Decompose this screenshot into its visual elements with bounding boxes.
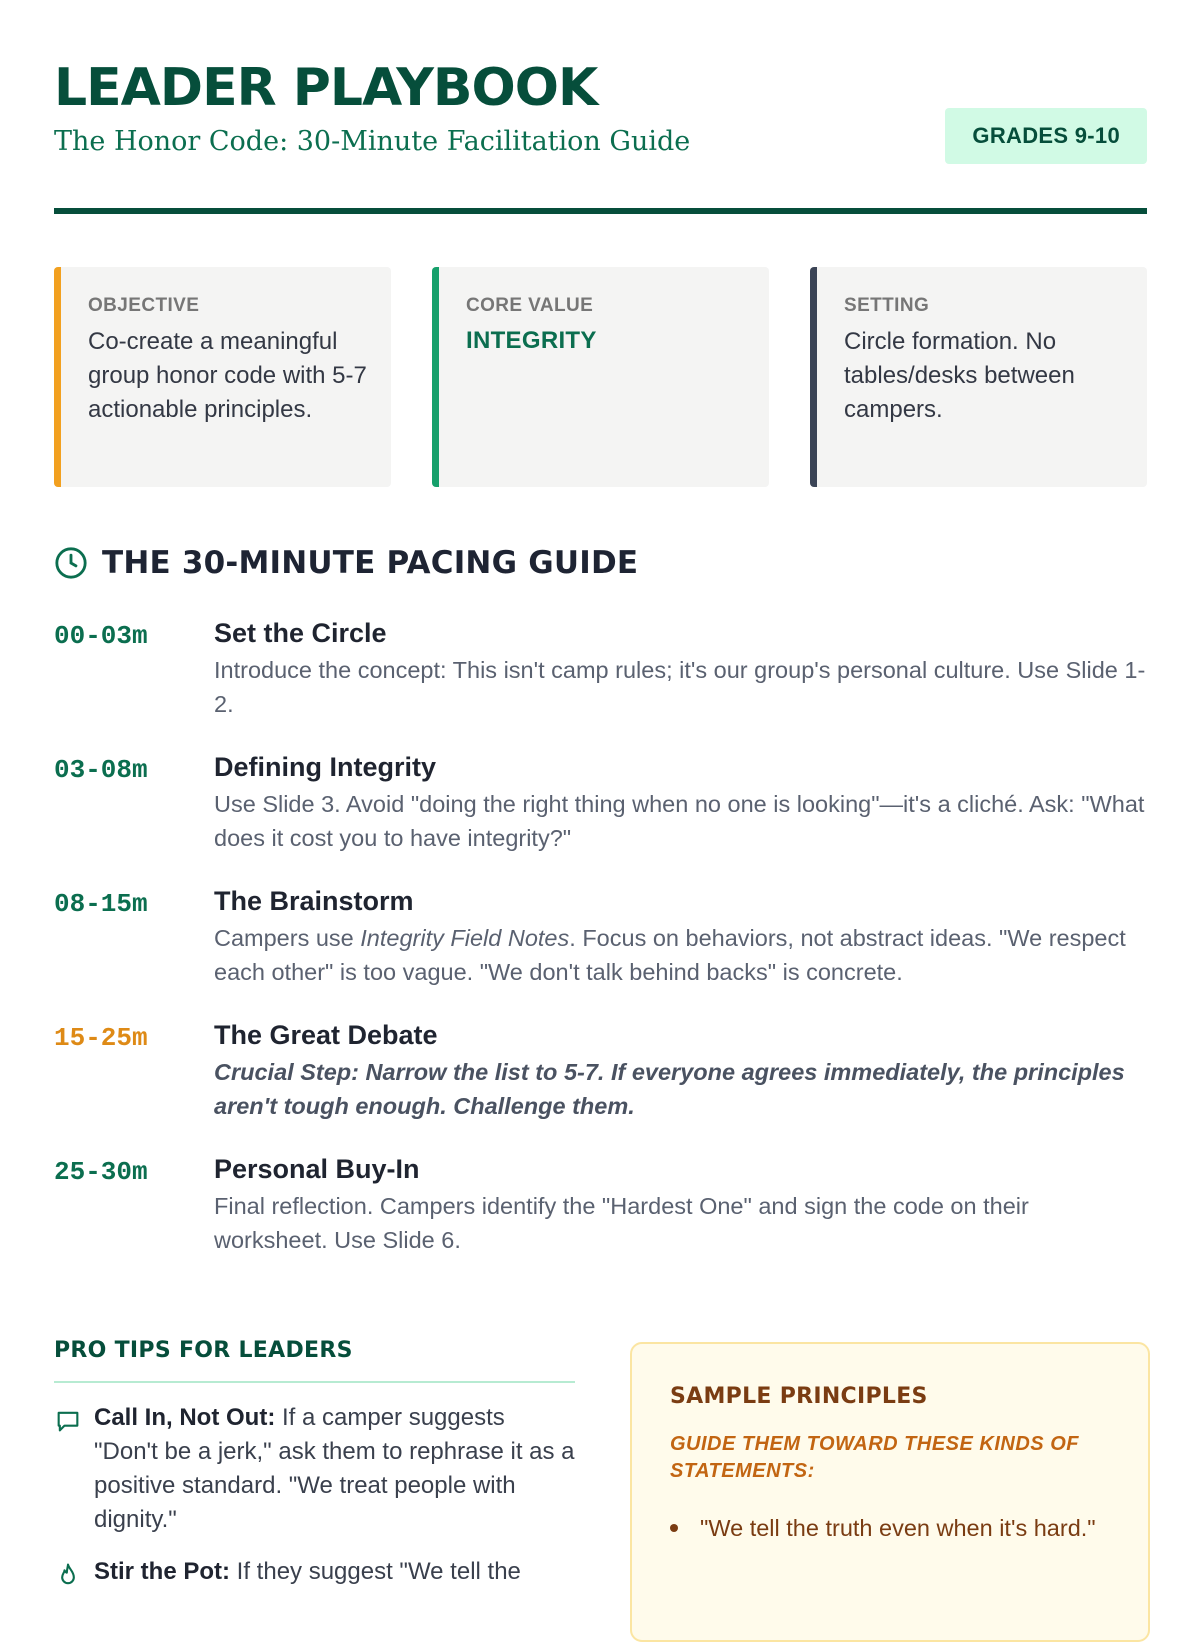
sample-principles-list [670, 1511, 1110, 1545]
objective-card [54, 267, 391, 487]
tip-text: Call In, Not Out: If a camper suggests "Don't be a jerk," ask them to rephrase it as a positive standard. "We treat people with dignity." [94, 1404, 575, 1533]
step-description: Use Slide 3. Avoid "doing the right thing when no one is looking"—it's a cliché. Ask: "What does it cost you to have integrity?" [214, 791, 1145, 851]
clock-icon [54, 546, 88, 580]
page-subtitle: The Honor Code: 30-Minute Facilitation Guide [54, 126, 691, 157]
time-range: 03-08m [54, 755, 148, 785]
page-title: LEADER PLAYBOOK [54, 58, 598, 118]
info-cards [54, 267, 1147, 487]
pro-tips-title: PRO TIPS FOR LEADERS [54, 1338, 575, 1383]
card-text: Co-create a meaningful group honor code with 5-7 actionable principles. [88, 328, 367, 423]
pacing-timeline [54, 615, 1147, 1285]
step-description: Crucial Step: Narrow the list to 5-7. If everyone agrees immediately, the principles aren't tough enough. Challenge them. [214, 1059, 1125, 1119]
sample-principles-title: SAMPLE PRINCIPLES [670, 1384, 928, 1409]
tip-text: Stir the Pot: If they suggest "We tell the [94, 1558, 521, 1585]
step-title: Personal Buy-In [214, 1154, 420, 1184]
field-notes-reference: Integrity Field Notes [360, 925, 570, 951]
pacing-guide-header [54, 545, 638, 581]
setting-card [810, 267, 1147, 487]
card-label: SETTING [844, 295, 930, 316]
step-title: The Great Debate [214, 1020, 438, 1050]
step-description: Introduce the concept: This isn't camp rules; it's our group's personal culture. Use Slide 1-2. [214, 657, 1146, 717]
time-range: 00-03m [54, 621, 148, 651]
card-value: INTEGRITY [466, 327, 597, 354]
step-title: The Brainstorm [214, 886, 414, 916]
timeline-row [54, 615, 1147, 749]
grade-badge: GRADES 9-10 [945, 108, 1147, 164]
header [54, 58, 1147, 160]
timeline-row [54, 749, 1147, 883]
sample-principles-subtitle: GUIDE THEM TOWARD THESE KINDS OF STATEMENTS: [670, 1433, 1079, 1482]
tip-item [54, 1401, 575, 1537]
step-title: Defining Integrity [214, 752, 436, 782]
list-item: "We tell the truth even when it's hard." [670, 1511, 1110, 1545]
header-divider [54, 208, 1147, 214]
flame-icon [54, 1561, 82, 1589]
timeline-row [54, 1017, 1147, 1151]
time-range: 15-25m [54, 1023, 148, 1053]
pacing-guide-title: THE 30-MINUTE PACING GUIDE [102, 545, 639, 581]
tip-item [54, 1555, 575, 1589]
bullet-icon [670, 1524, 678, 1532]
timeline-row [54, 1151, 1147, 1285]
time-range: 08-15m [54, 889, 148, 919]
card-label: CORE VALUE [466, 295, 594, 316]
step-title: Set the Circle [214, 618, 387, 648]
time-range: 25-30m [54, 1157, 148, 1187]
card-label: OBJECTIVE [88, 295, 200, 316]
timeline-row [54, 883, 1147, 1017]
step-description: Final reflection. Campers identify the "Hardest One" and sign the code on their worksheet. Use Slide 6. [214, 1193, 1029, 1253]
pro-tips [54, 1338, 575, 1589]
sample-principles-box [630, 1342, 1150, 1642]
card-text: Circle formation. No tables/desks between campers. [844, 328, 1075, 423]
step-description: Campers use Integrity Field Notes. Focus on behaviors, not abstract ideas. "We respect each other" is too vague. "We don't talk behind backs" is concrete. [214, 925, 1126, 985]
core-value-card [432, 267, 769, 487]
speech-bubble-icon [54, 1407, 82, 1435]
